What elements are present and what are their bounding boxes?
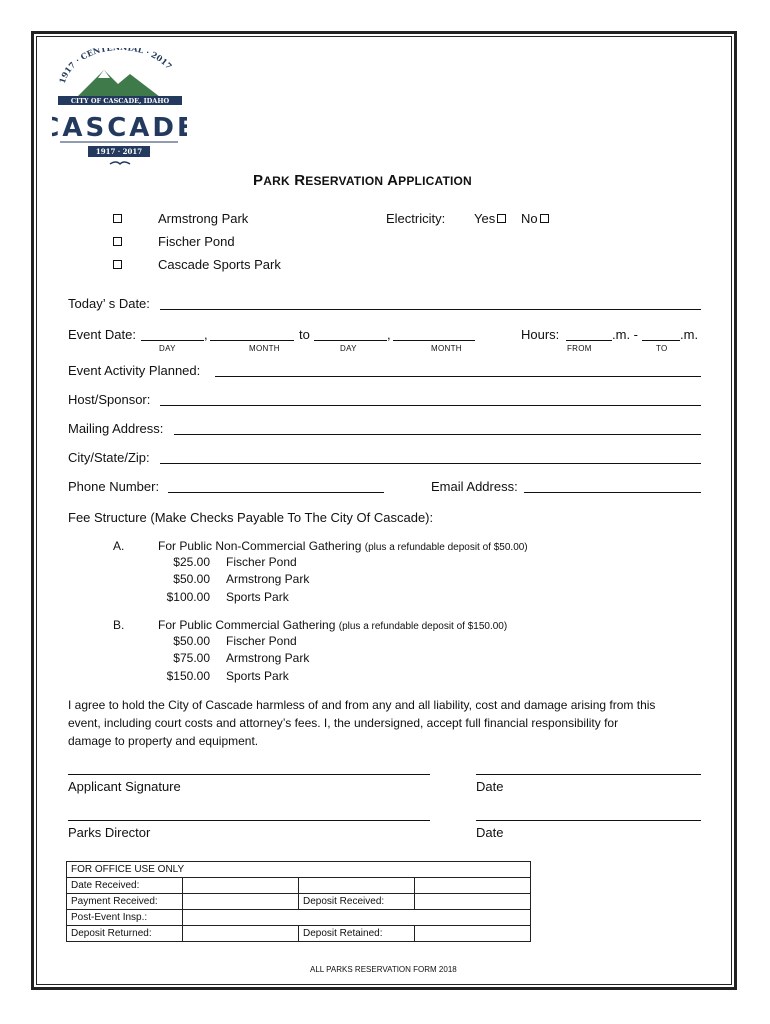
checkbox[interactable] xyxy=(497,214,506,223)
mailing-field[interactable] xyxy=(174,434,701,435)
checkbox[interactable] xyxy=(540,214,549,223)
deposit-returned-label: Deposit Returned: xyxy=(67,926,183,942)
host-field[interactable] xyxy=(160,405,701,406)
electricity-yes[interactable]: Yes xyxy=(474,211,506,226)
table-row xyxy=(67,862,531,878)
hours-to-field[interactable] xyxy=(642,340,680,341)
electricity-label: Electricity: xyxy=(386,211,446,226)
month-caption: MONTH xyxy=(249,344,280,353)
month-caption: MONTH xyxy=(431,344,462,353)
director-signature-label: Parks Director xyxy=(68,825,151,840)
host-label: Host/Sponsor: xyxy=(68,392,151,407)
director-signature-line[interactable] xyxy=(68,820,430,821)
to-caption: TO xyxy=(656,344,668,353)
deposit-received-cell[interactable] xyxy=(415,894,531,910)
applicant-date-line[interactable] xyxy=(476,774,701,775)
date-received-label: Date Received: xyxy=(67,878,183,894)
event-date-label: Event Date: xyxy=(68,327,136,342)
phone-field[interactable] xyxy=(168,492,384,493)
park-label: Fischer Pond xyxy=(158,234,235,249)
checkbox[interactable] xyxy=(113,214,122,223)
deposit-returned-cell[interactable] xyxy=(183,926,299,942)
city-field[interactable] xyxy=(160,463,701,464)
day-caption: DAY xyxy=(340,344,357,353)
day-caption: DAY xyxy=(159,344,176,353)
from-caption: FROM xyxy=(567,344,592,353)
phone-label: Phone Number: xyxy=(68,479,160,494)
empty-cell[interactable] xyxy=(415,878,531,894)
mailing-label: Mailing Address: xyxy=(68,421,164,436)
hours-separator: .m. - xyxy=(612,327,638,342)
checkbox[interactable] xyxy=(113,260,122,269)
logo-graphic xyxy=(52,48,187,173)
office-use-table xyxy=(66,861,531,942)
fee-heading: Fee Structure (Make Checks Payable To The City Of Cascade): xyxy=(68,510,434,525)
office-heading: FOR OFFICE USE ONLY xyxy=(67,862,531,878)
comma: , xyxy=(204,327,208,342)
applicant-signature-label: Applicant Signature xyxy=(68,779,181,794)
logo-city-text: CITY OF CASCADE, IDAHO xyxy=(70,97,170,105)
table-row xyxy=(67,894,531,910)
checkbox[interactable] xyxy=(113,237,122,246)
event-date-end-day-field[interactable] xyxy=(314,340,387,341)
fee-a-heading: For Public Non-Commercial Gathering (plus a refundable deposit of $50.00) xyxy=(158,539,528,553)
electricity-no[interactable]: No xyxy=(521,211,549,226)
date-label: Date xyxy=(476,779,504,794)
email-label: Email Address: xyxy=(431,479,518,494)
fee-b-marker: B. xyxy=(113,618,125,632)
activity-field[interactable] xyxy=(215,376,701,377)
director-date-line[interactable] xyxy=(476,820,701,821)
event-date-end-month-field[interactable] xyxy=(393,340,475,341)
city-logo xyxy=(52,48,187,173)
park-option-sports[interactable] xyxy=(113,257,281,272)
todays-date-field[interactable] xyxy=(160,309,701,310)
hours-suffix: .m. xyxy=(680,327,699,342)
fee-a-marker: A. xyxy=(113,539,125,553)
payment-received-cell[interactable] xyxy=(183,894,299,910)
deposit-retained-cell[interactable] xyxy=(415,926,531,942)
activity-label: Event Activity Planned: xyxy=(68,363,201,378)
hours-from-field[interactable] xyxy=(566,340,612,341)
deposit-retained-label: Deposit Retained: xyxy=(299,926,415,942)
post-event-label: Post-Event Insp.: xyxy=(67,910,183,926)
comma: , xyxy=(387,327,391,342)
fee-b-heading: For Public Commercial Gathering (plus a refundable deposit of $150.00) xyxy=(158,618,508,632)
date-received-cell[interactable] xyxy=(183,878,299,894)
city-label: City/State/Zip: xyxy=(68,450,150,465)
date-label: Date xyxy=(476,825,504,840)
event-date-month-field[interactable] xyxy=(210,340,294,341)
logo-arc-text: 1917 · CENT AL · 2017 xyxy=(56,48,175,85)
event-date-day-field[interactable] xyxy=(141,340,204,341)
form-title: PARK RESERVATION APPLICATION xyxy=(253,172,472,189)
park-option-fischer[interactable] xyxy=(113,234,235,249)
to-label: to xyxy=(299,327,310,342)
table-row xyxy=(67,878,531,894)
applicant-signature-line[interactable] xyxy=(68,774,430,775)
park-option-armstrong[interactable] xyxy=(113,211,249,226)
todays-date-label: Today’ s Date: xyxy=(68,296,150,311)
table-row xyxy=(67,910,531,926)
payment-received-label: Payment Received: xyxy=(67,894,183,910)
form-footer: ALL PARKS RESERVATION FORM 2018 xyxy=(310,965,457,974)
park-label: Armstrong Park xyxy=(158,211,249,226)
logo-banner-text: 1917 · 2017 xyxy=(95,147,143,156)
empty-cell[interactable] xyxy=(299,878,415,894)
agreement-text: I agree to hold the City of Cascade harmless of and from any and all liability, cost and damage arising from this event, including court costs and attorney’s fees. I, the undersigned, accept full financial responsibility for damage to property and equipment. xyxy=(68,698,656,748)
post-event-cell[interactable] xyxy=(183,910,531,926)
table-row xyxy=(67,926,531,942)
hours-label: Hours: xyxy=(521,327,560,342)
logo-name-text: ASCAD xyxy=(62,113,177,143)
park-label: Cascade Sports Park xyxy=(158,257,281,272)
deposit-received-label: Deposit Received: xyxy=(299,894,415,910)
email-field[interactable] xyxy=(524,492,701,493)
